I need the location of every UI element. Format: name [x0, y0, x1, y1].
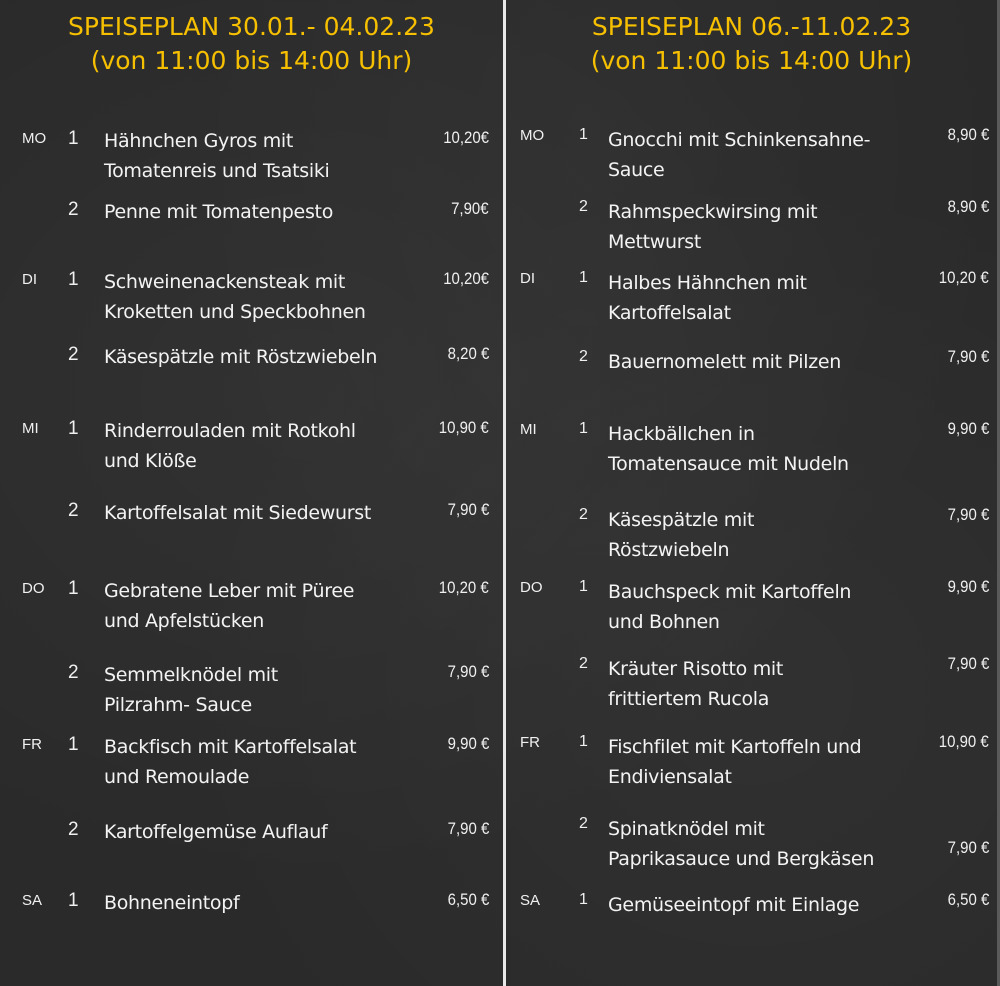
day-label: FR [520, 734, 540, 751]
dish-name: Käsespätzle mit Röstzwiebeln [104, 346, 378, 368]
day-label: MI [22, 420, 39, 437]
dish-name: Halbes Hähnchen mit Kartoffelsalat [608, 272, 807, 324]
day-label: MI [520, 421, 537, 438]
menu-entry [0, 269, 503, 329]
dish-name: Backfisch mit Kartoffelsalat und Remoulade [104, 736, 357, 788]
menu-entry [0, 662, 503, 722]
dish-number: 2 [579, 655, 588, 672]
dish-price: 10,20€ [443, 128, 489, 147]
dish-price: 7,90 € [947, 654, 989, 673]
dish-number: 1 [579, 733, 588, 750]
menu-entry [506, 505, 997, 565]
menu-entry [506, 814, 997, 874]
menu-entry [0, 199, 503, 259]
day-label: FR [22, 736, 42, 753]
day-label: MO [22, 130, 47, 147]
dish-number: 2 [579, 815, 588, 832]
dish-price: 9,90 € [947, 419, 989, 438]
menu-entry [506, 732, 997, 792]
menu-entry [0, 578, 503, 638]
dish-price: 8,20 € [447, 344, 489, 363]
dish-number: 1 [68, 734, 79, 755]
dish-name: Kartoffelgemüse Auflauf [104, 821, 328, 843]
menu-entry [506, 654, 997, 714]
dish-name: Hähnchen Gyros mit Tomatenreis und Tsatsiki [104, 130, 330, 182]
dish-number: 1 [579, 420, 588, 437]
dish-number: 1 [68, 269, 79, 290]
dish-name: Gnocchi mit Schinkensahne- Sauce [608, 129, 871, 181]
menu-entry [0, 128, 503, 188]
dish-number: 1 [68, 418, 79, 439]
dish-name: Fischfilet mit Kartoffeln und Endiviensalat [608, 736, 862, 788]
dish-name: Gebratene Leber mit Püree und Apfelstücken [104, 580, 355, 632]
menu-entry [0, 500, 503, 560]
menu-title: SPEISEPLAN 30.01.- 04.02.23 [68, 12, 435, 41]
dish-number: 1 [579, 269, 588, 286]
dish-name: Hackbällchen in Tomatensauce mit Nudeln [608, 423, 849, 475]
dish-price: 7,90 € [447, 819, 489, 838]
dish-price: 10,20 € [439, 578, 489, 597]
menu-entry [0, 734, 503, 794]
day-label: SA [520, 892, 541, 909]
dish-name: Bauchspeck mit Kartoffeln und Bohnen [608, 581, 852, 633]
menu-entry [506, 890, 997, 950]
dish-number: 1 [579, 891, 588, 908]
menu-entry [506, 577, 997, 637]
dish-number: 2 [68, 199, 79, 220]
menu-entry [0, 819, 503, 879]
dish-price: 10,90 € [439, 418, 489, 437]
dish-number: 1 [579, 578, 588, 595]
dish-price: 6,50 € [447, 890, 489, 909]
dish-name: Penne mit Tomatenpesto [104, 201, 334, 223]
day-label: DO [22, 580, 45, 597]
dish-number: 2 [579, 506, 588, 523]
menu-entry [0, 418, 503, 478]
dish-name: Bauernomelett mit Pilzen [608, 351, 842, 373]
dish-name: Käsespätzle mit Röstzwiebeln [608, 509, 755, 561]
menu-entry [506, 347, 997, 407]
dish-price: 7,90 € [947, 347, 989, 366]
menu-entry [0, 890, 503, 950]
menu-hours: (von 11:00 bis 14:00 Uhr) [90, 46, 413, 75]
dish-number: 1 [68, 128, 79, 149]
dish-price: 7,90 € [447, 662, 489, 681]
menu-entry [506, 268, 997, 328]
dish-name: Rinderrouladen mit Rotkohl und Klöße [104, 420, 356, 472]
dish-name: Semmelknödel mit Pilzrahm- Sauce [104, 664, 278, 716]
menu-entry [506, 197, 997, 257]
menu-entry [506, 419, 997, 479]
menu-entry [506, 125, 997, 185]
dish-name: Spinatknödel mit Paprikasauce und Bergkäsen [608, 818, 875, 870]
dish-number: 1 [579, 126, 588, 143]
menu-header [0, 10, 503, 78]
dish-price: 6,50 € [947, 890, 989, 909]
dish-price: 7,90€ [451, 199, 489, 218]
dish-price: 10,90 € [939, 732, 989, 751]
dish-name: Schweinenackensteak mit Kroketten und Speckbohnen [104, 271, 366, 323]
dish-number: 2 [579, 348, 588, 365]
dish-number: 1 [68, 578, 79, 599]
menu-title: SPEISEPLAN 06.-11.02.23 [591, 12, 912, 41]
day-label: DI [22, 271, 37, 288]
dish-price: 8,90 € [947, 197, 989, 216]
dish-price: 10,20€ [443, 269, 489, 288]
menu-week-2 [506, 0, 997, 986]
dish-number: 2 [68, 500, 79, 521]
dish-name: Kartoffelsalat mit Siedewurst [104, 502, 372, 524]
dish-name: Gemüseeintopf mit Einlage [608, 894, 860, 916]
day-label: MO [520, 127, 545, 144]
dish-name: Kräuter Risotto mit frittiertem Rucola [608, 658, 784, 710]
menu-hours: (von 11:00 bis 14:00 Uhr) [590, 46, 913, 75]
dish-name: Rahmspeckwirsing mit Mettwurst [608, 201, 818, 253]
day-label: DO [520, 579, 543, 596]
dish-number: 2 [68, 344, 79, 365]
dish-price: 10,20 € [939, 268, 989, 287]
menu-entry [0, 344, 503, 404]
dish-price: 8,90 € [947, 125, 989, 144]
dish-number: 2 [68, 662, 79, 683]
dish-price: 7,90 € [447, 500, 489, 519]
menu-header [506, 10, 997, 78]
dish-number: 2 [579, 198, 588, 215]
dish-price: 7,90 € [947, 505, 989, 524]
dish-price: 7,90 € [947, 838, 989, 857]
day-label: SA [22, 892, 43, 909]
dish-price: 9,90 € [947, 577, 989, 596]
day-label: DI [520, 270, 535, 287]
dish-price: 9,90 € [447, 734, 489, 753]
dish-number: 1 [68, 890, 79, 911]
dish-name: Bohneneintopf [104, 892, 240, 914]
dish-number: 2 [68, 819, 79, 840]
